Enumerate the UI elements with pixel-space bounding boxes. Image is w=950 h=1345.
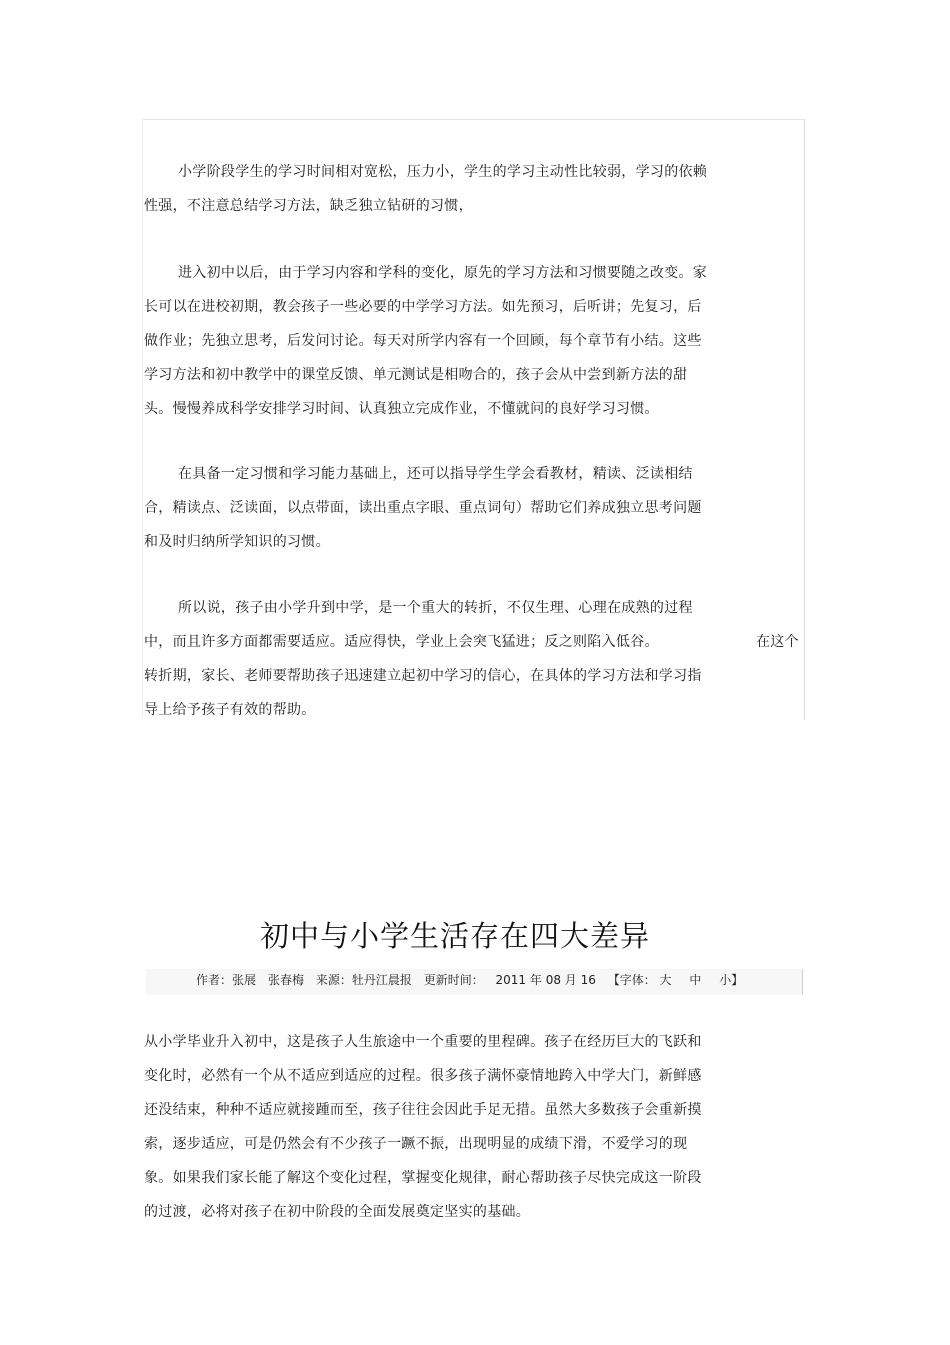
text-line: 头。慢慢养成科学安排学习时间、认真独立完成作业，不懂就问的良好学习习惯。 xyxy=(144,401,659,417)
meta-font-label: 【字体： xyxy=(607,973,656,987)
meta-source: 来源：牡丹江晨报 xyxy=(315,973,412,987)
text-line: 在具备一定习惯和学习能力基础上，还可以指导学生学会看教材，精读、泛读相结 xyxy=(178,466,693,482)
text-line: 导上给予孩子有效的帮助。 xyxy=(144,702,316,718)
text-line: 的过渡，必将对孩子在初中阶段的全面发展奠定坚实的基础。 xyxy=(144,1204,531,1220)
font-size-medium-link[interactable]: 中 xyxy=(689,973,702,987)
meta-author: 作者：张展 张春梅 xyxy=(196,973,305,987)
text-line: 索，逐步适应，可是仍然会有不少孩子一蹶不振，出现明显的成绩下滑，不爱学习的现 xyxy=(144,1136,688,1152)
text-line: 合，精读点、泛读面，以点带面，读出重点字眼、重点词句）帮助它们养成独立思考问题 xyxy=(144,500,702,516)
text-line: 做作业；先独立思考，后发问讨论。每天对所学内容有一个回顾，每个章节有小结。这些 xyxy=(144,333,702,349)
article-title: 初中与小学生活存在四大差异 xyxy=(259,919,650,953)
text-line: 还没结束，种种不适应就接踵而至，孩子往往会因此手足无措。虽然大多数孩子会重新摸 xyxy=(144,1102,702,1118)
paragraph-3 xyxy=(144,457,744,559)
text-segment-right: 在这个 xyxy=(756,634,799,650)
paragraph-4 xyxy=(144,591,799,727)
text-line xyxy=(144,625,799,659)
article-body xyxy=(144,1025,744,1229)
meta-updated-label: 更新时间： xyxy=(423,973,484,987)
text-line: 所以说，孩子由小学升到中学，是一个重大的转折，不仅生理、心理在成熟的过程 xyxy=(178,600,693,616)
text-segment: 中，而且许多方面都需要适应。适应得快，学业上会突飞猛进；反之则陷入低谷。 xyxy=(144,634,659,650)
article-meta xyxy=(196,971,743,989)
meta-date: 2011 年 08 月 16 xyxy=(495,973,596,987)
text-line: 象。如果我们家长能了解这个变化过程，掌握变化规律，耐心帮助孩子尽快完成这一阶段 xyxy=(144,1170,702,1186)
paragraph-2 xyxy=(144,256,744,426)
text-line: 变化时，必然有一个从不适应到适应的过程。很多孩子满怀豪情地跨入中学大门，新鲜感 xyxy=(144,1068,702,1084)
text-line: 从小学毕业升入初中，这是孩子人生旅途中一个重要的里程碑。孩子在经历巨大的飞跃和 xyxy=(144,1034,702,1050)
text-line: 性强，不注意总结学习方法，缺乏独立钻研的习惯， xyxy=(144,198,473,214)
text-line: 小学阶段学生的学习时间相对宽松，压力小，学生的学习主动性比较弱，学习的依赖 xyxy=(178,164,708,180)
text-line: 长可以在进校初期，教会孩子一些必要的中学学习方法。如先预习，后听讲；先复习，后 xyxy=(144,299,702,315)
font-size-small-link[interactable]: 小】 xyxy=(719,973,744,987)
text-line: 和及时归纳所学知识的习惯。 xyxy=(144,534,330,550)
text-line: 学习方法和初中教学中的课堂反馈、单元测试是相吻合的，孩子会从中尝到新方法的甜 xyxy=(144,367,688,383)
paragraph-1 xyxy=(144,155,744,223)
font-size-large-link[interactable]: 大 xyxy=(659,973,672,987)
text-line: 转折期，家长、老师要帮助孩子迅速建立起初中学习的信心，在具体的学习方法和学习指 xyxy=(144,668,702,684)
text-line: 进入初中以后，由于学习内容和学科的变化，原先的学习方法和习惯要随之改变。家 xyxy=(178,265,708,281)
